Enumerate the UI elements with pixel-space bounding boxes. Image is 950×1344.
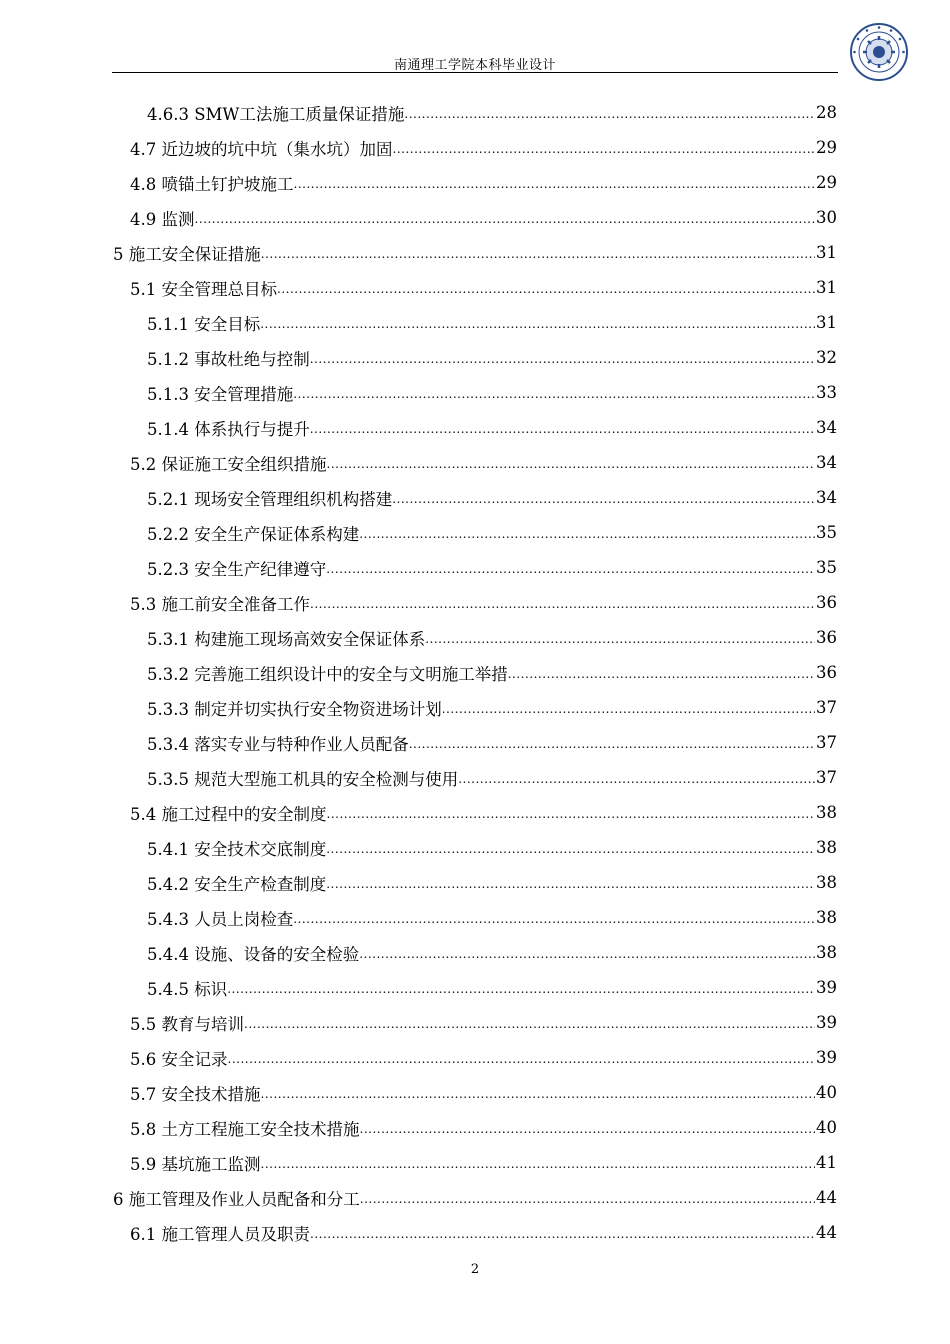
toc-entry[interactable] bbox=[147, 515, 837, 550]
toc-entry-page-number: 39 bbox=[816, 1013, 837, 1032]
toc-dot-leader bbox=[425, 632, 815, 646]
toc-entry-label: 5.3 施工前安全准备工作 bbox=[130, 594, 310, 614]
toc-dot-leader bbox=[261, 1087, 816, 1101]
toc-entry[interactable] bbox=[147, 690, 837, 725]
toc-entry-label: 5.3.3 制定并切实执行安全物资进场计划 bbox=[147, 699, 442, 719]
toc-entry-page-number: 38 bbox=[816, 873, 837, 892]
toc-dot-leader bbox=[359, 947, 815, 961]
toc-dot-leader bbox=[310, 352, 815, 366]
toc-entry[interactable] bbox=[147, 480, 837, 515]
toc-entry-label: 4.7 近边坡的坑中坑（集水坑）加固 bbox=[130, 139, 393, 159]
toc-entry-page-number: 31 bbox=[816, 313, 837, 332]
toc-entry-label: 5.4.4 设施、设备的安全检验 bbox=[147, 944, 360, 964]
toc-entry-label: 6.1 施工管理人员及职责 bbox=[130, 1224, 310, 1244]
toc-dot-leader bbox=[327, 807, 816, 821]
toc-entry-label: 4.6.3 SMW工法施工质量保证措施 bbox=[147, 104, 405, 124]
toc-dot-leader bbox=[261, 1157, 816, 1171]
toc-entry[interactable] bbox=[130, 1110, 837, 1145]
toc-entry-page-number: 38 bbox=[816, 908, 837, 927]
toc-dot-leader bbox=[310, 597, 815, 611]
toc-dot-leader bbox=[326, 877, 815, 891]
toc-entry[interactable] bbox=[147, 305, 837, 340]
toc-dot-leader bbox=[326, 842, 815, 856]
toc-entry[interactable] bbox=[130, 1075, 837, 1110]
toc-entry-page-number: 33 bbox=[816, 383, 837, 402]
toc-entry-page-number: 40 bbox=[816, 1118, 837, 1137]
toc-entry[interactable] bbox=[130, 270, 837, 305]
toc-dot-leader bbox=[293, 387, 815, 401]
toc-entry[interactable] bbox=[130, 1040, 837, 1075]
toc-entry-label: 5.6 安全记录 bbox=[130, 1049, 228, 1069]
toc-entry-label: 5.2.2 安全生产保证体系构建 bbox=[147, 524, 360, 544]
toc-entry[interactable] bbox=[147, 655, 837, 690]
toc-entry-label: 5.4.3 人员上岗检查 bbox=[147, 909, 294, 929]
toc-entry-label: 5.2.3 安全生产纪律遵守 bbox=[147, 559, 327, 579]
toc-entry-page-number: 37 bbox=[816, 768, 837, 787]
toc-dot-leader bbox=[294, 177, 816, 191]
toc-entry-label: 5.3.4 落实专业与特种作业人员配备 bbox=[147, 734, 409, 754]
toc-entry-page-number: 36 bbox=[816, 663, 837, 682]
toc-entry[interactable] bbox=[147, 375, 837, 410]
toc-entry-label: 5.8 土方工程施工安全技术措施 bbox=[130, 1119, 360, 1139]
toc-entry-page-number: 29 bbox=[816, 138, 837, 157]
toc-entry-page-number: 39 bbox=[816, 978, 837, 997]
toc-entry-label: 5.4 施工过程中的安全制度 bbox=[130, 804, 327, 824]
toc-entry[interactable] bbox=[147, 340, 837, 375]
toc-entry[interactable] bbox=[147, 95, 837, 130]
toc-entry-label: 5.2.1 现场安全管理组织机构搭建 bbox=[147, 489, 393, 509]
toc-entry-label: 6 施工管理及作业人员配备和分工 bbox=[113, 1189, 360, 1209]
toc-dot-leader bbox=[261, 247, 815, 261]
toc-dot-leader bbox=[277, 282, 815, 296]
toc-entry-label: 4.9 监测 bbox=[130, 209, 195, 229]
toc-entry[interactable] bbox=[130, 200, 837, 235]
toc-dot-leader bbox=[327, 457, 816, 471]
toc-entry-page-number: 38 bbox=[816, 803, 837, 822]
toc-entry-label: 5.1.1 安全目标 bbox=[147, 314, 261, 334]
toc-dot-leader bbox=[404, 107, 815, 121]
toc-entry-label: 5.4.2 安全生产检查制度 bbox=[147, 874, 327, 894]
toc-entry-label: 5 施工安全保证措施 bbox=[113, 244, 261, 264]
toc-entry-label: 5.2 保证施工安全组织措施 bbox=[130, 454, 327, 474]
toc-entry[interactable] bbox=[130, 1215, 837, 1250]
toc-entry[interactable] bbox=[130, 585, 837, 620]
toc-entry[interactable] bbox=[113, 235, 837, 270]
toc-dot-leader bbox=[409, 737, 815, 751]
toc-dot-leader bbox=[195, 212, 816, 226]
toc-entry[interactable] bbox=[130, 445, 837, 480]
toc-dot-leader bbox=[393, 142, 816, 156]
toc-entry-page-number: 44 bbox=[816, 1188, 837, 1207]
toc-entry-label: 5.7 安全技术措施 bbox=[130, 1084, 261, 1104]
toc-entry[interactable] bbox=[147, 410, 837, 445]
toc-entry-page-number: 44 bbox=[816, 1223, 837, 1242]
toc-entry[interactable] bbox=[147, 900, 837, 935]
toc-entry-label: 5.1.4 体系执行与提升 bbox=[147, 419, 310, 439]
toc-entry[interactable] bbox=[147, 970, 837, 1005]
toc-entry-page-number: 34 bbox=[816, 453, 837, 472]
toc-entry-page-number: 36 bbox=[816, 593, 837, 612]
university-seal-icon bbox=[849, 22, 909, 82]
toc-dot-leader bbox=[310, 1227, 815, 1241]
toc-entry-page-number: 31 bbox=[816, 278, 837, 297]
toc-dot-leader bbox=[392, 492, 815, 506]
toc-entry-label: 5.3.5 规范大型施工机具的安全检测与使用 bbox=[147, 769, 459, 789]
toc-entry-label: 5.4.5 标识 bbox=[147, 979, 228, 999]
toc-entry-page-number: 31 bbox=[816, 243, 837, 262]
toc-entry[interactable] bbox=[130, 165, 837, 200]
toc-entry-label: 5.1.3 安全管理措施 bbox=[147, 384, 294, 404]
page-header-title: 南通理工学院本科毕业设计 bbox=[393, 58, 556, 73]
toc-dot-leader bbox=[458, 772, 815, 786]
header-divider bbox=[112, 72, 838, 73]
toc-entry[interactable] bbox=[147, 935, 837, 970]
toc-entry-page-number: 37 bbox=[816, 698, 837, 717]
toc-entry-label: 5.4.1 安全技术交底制度 bbox=[147, 839, 327, 859]
toc-entry-page-number: 34 bbox=[816, 418, 837, 437]
page-number: 2 bbox=[470, 1262, 480, 1277]
toc-entry[interactable] bbox=[147, 550, 837, 585]
toc-entry-page-number: 40 bbox=[816, 1083, 837, 1102]
toc-dot-leader bbox=[310, 422, 815, 436]
toc-entry-label: 5.3.1 构建施工现场高效安全保证体系 bbox=[147, 629, 426, 649]
toc-entry-label: 5.9 基坑施工监测 bbox=[130, 1154, 261, 1174]
toc-dot-leader bbox=[227, 982, 815, 996]
toc-entry[interactable] bbox=[147, 865, 837, 900]
toc-entry[interactable] bbox=[147, 725, 837, 760]
toc-entry-label: 5.5 教育与培训 bbox=[130, 1014, 244, 1034]
toc-entry-page-number: 30 bbox=[816, 208, 837, 227]
toc-entry[interactable] bbox=[113, 1180, 837, 1215]
toc-entry[interactable] bbox=[147, 830, 837, 865]
toc-dot-leader bbox=[360, 1192, 815, 1206]
toc-entry-page-number: 39 bbox=[816, 1048, 837, 1067]
toc-entry[interactable] bbox=[130, 795, 837, 830]
toc-dot-leader bbox=[260, 317, 815, 331]
toc-entry-label: 4.8 喷锚土钉护坡施工 bbox=[130, 174, 294, 194]
toc-entry-page-number: 38 bbox=[816, 838, 837, 857]
toc-dot-leader bbox=[360, 1122, 816, 1136]
toc-entry-label: 5.1 安全管理总目标 bbox=[130, 279, 277, 299]
toc-dot-leader bbox=[244, 1017, 815, 1031]
toc-entry-page-number: 32 bbox=[816, 348, 837, 367]
toc-dot-leader bbox=[442, 702, 815, 716]
toc-entry[interactable] bbox=[130, 1145, 837, 1180]
toc-entry-page-number: 35 bbox=[816, 523, 837, 542]
toc-dot-leader bbox=[359, 527, 815, 541]
toc-entry-label: 5.1.2 事故杜绝与控制 bbox=[147, 349, 310, 369]
toc-entry[interactable] bbox=[130, 1005, 837, 1040]
toc-dot-leader bbox=[228, 1052, 816, 1066]
toc-entry-page-number: 28 bbox=[816, 103, 837, 122]
toc-dot-leader bbox=[508, 667, 815, 681]
toc-entry-page-number: 41 bbox=[816, 1153, 837, 1172]
toc-entry-page-number: 29 bbox=[816, 173, 837, 192]
toc-entry-page-number: 35 bbox=[816, 558, 837, 577]
toc-dot-leader bbox=[326, 562, 815, 576]
toc-entry-page-number: 36 bbox=[816, 628, 837, 647]
toc-entry-page-number: 34 bbox=[816, 488, 837, 507]
toc-entry[interactable] bbox=[130, 130, 837, 165]
toc-entry[interactable] bbox=[147, 620, 837, 655]
toc-entry-page-number: 37 bbox=[816, 733, 837, 752]
toc-dot-leader bbox=[293, 912, 815, 926]
toc-entry-page-number: 38 bbox=[816, 943, 837, 962]
toc-entry[interactable] bbox=[147, 760, 837, 795]
toc-entry-label: 5.3.2 完善施工组织设计中的安全与文明施工举措 bbox=[147, 664, 508, 684]
